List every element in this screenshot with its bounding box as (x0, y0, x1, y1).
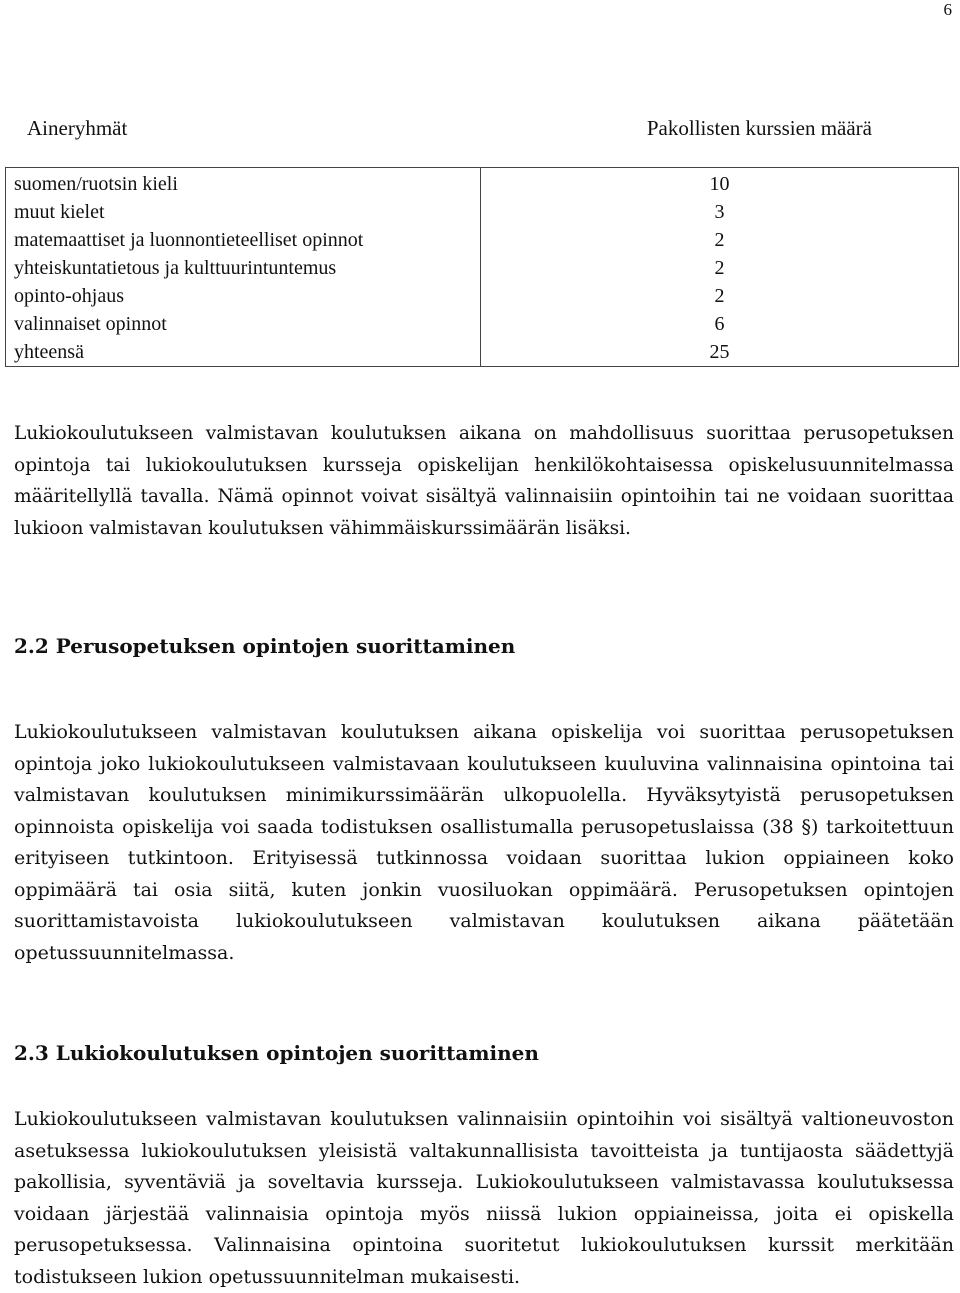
subject-cell: suomen/ruotsin kieli (6, 168, 481, 199)
subject-cell: opinto-ohjaus (6, 282, 481, 310)
section-2-3-body: Lukiokoulutukseen valmistavan koulutuksen valinnaisiin opintoihin voi sisältyä valtioneuvoston asetuksessa lukiokoulutuksen yleisistä valtakunnallisista tavoitteista ja tuntijaosta säädettyjä pakollisia, syventäviä ja soveltavia kursseja. Lukiokoulutukseen valmistavassa koulutuksessa voidaan järjestää valinnaisia opintoja myös niissä lukion oppiaineissa, joita ei opiskella perusopetuksessa. Valinnaisina opintoina suoritetut lukiokoulutuksen kurssit merkitään todistukseen lukion opetussuunnitelman mukaisesti. (14, 1108, 954, 1288)
count-cell: 25 (481, 338, 959, 367)
subject-cell: yhteiskuntatietous ja kulttuurintuntemus (6, 254, 481, 282)
table-heading (27, 116, 872, 141)
table-row (6, 282, 959, 310)
section-2-2-body: Lukiokoulutukseen valmistavan koulutuksen aikana opiskelija voi suorittaa perusopetuksen opintoja joko lukiokoulutukseen valmistavaan koulutukseen kuuluvina valinnaisina opintoina tai valmistavan koulutuksen minimikurssimäärän ulkopuolella. Hyväksytyistä perusopetuksen opinnoista opiskelija voi saada todistuksen osallistumalla perusopetuslaissa (38 §) tarkoitettuun erityiseen tutkintoon. Erityisessä tutkinnossa voidaan suorittaa lukion oppiaineen koko oppimäärä tai osia siitä, kuten jonkin vuosiluokan oppimäärä. Perusopetuksen opintojen suorittamistavoista lukiokoulutukseen valmistavan koulutuksen aikana päätetään opetussuunnitelmassa. (14, 721, 954, 964)
table-row (6, 338, 959, 367)
subjects-column-label: Aineryhmät (27, 116, 128, 140)
subject-cell: yhteensä (6, 338, 481, 367)
table-row (6, 198, 959, 226)
count-cell: 3 (481, 198, 959, 226)
table-row (6, 254, 959, 282)
table-row (6, 226, 959, 254)
section-2-3-title: 2.3 Lukiokoulutuksen opintojen suorittaminen (14, 1041, 539, 1065)
page-number: 6 (943, 0, 952, 19)
subject-cell: matemaattiset ja luonnontieteelliset opinnot (6, 226, 481, 254)
section-2-2-title: 2.2 Perusopetuksen opintojen suorittaminen (14, 634, 516, 658)
table-row (6, 310, 959, 338)
course-table (5, 167, 959, 367)
count-column-label: Pakollisten kurssien määrä (646, 116, 872, 140)
count-cell: 2 (481, 226, 959, 254)
count-cell: 10 (481, 168, 959, 199)
count-cell: 2 (481, 254, 959, 282)
intro-paragraph: Lukiokoulutukseen valmistavan koulutuksen aikana on mahdollisuus suorittaa perusopetuksen opintoja tai lukiokoulutuksen kursseja opiskelijan henkilökohtaisessa opiskelusuunnitelmassa määritellyllä tavalla. Nämä opinnot voivat sisältyä valinnaisiin opintoihin tai ne voidaan suorittaa lukioon valmistavan koulutuksen vähimmäiskurssimäärän lisäksi. (14, 423, 954, 539)
table-row (6, 168, 959, 199)
count-cell: 6 (481, 310, 959, 338)
count-cell: 2 (481, 282, 959, 310)
subject-cell: valinnaiset opinnot (6, 310, 481, 338)
subject-cell: muut kielet (6, 198, 481, 226)
